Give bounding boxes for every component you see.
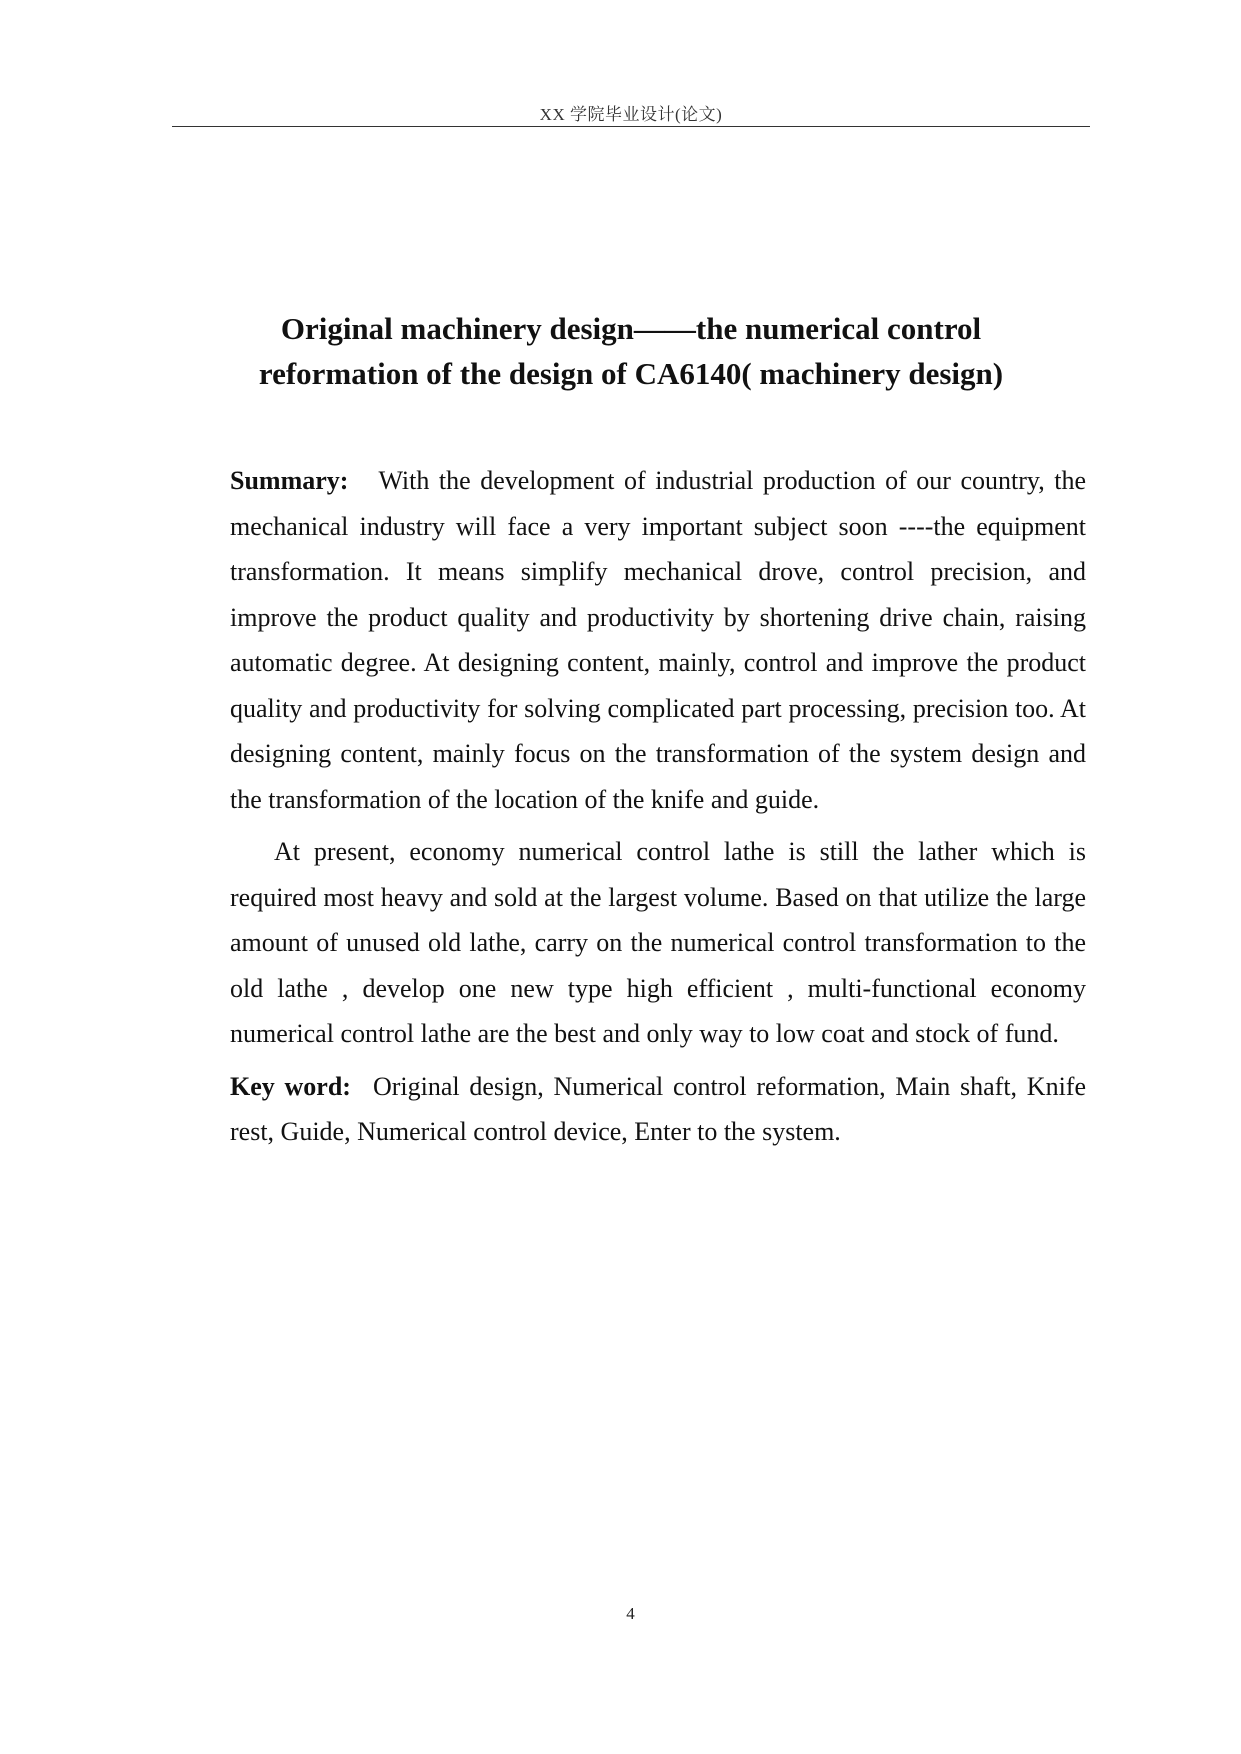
page-number: 4	[626, 1604, 635, 1623]
summary-paragraph	[230, 458, 1086, 822]
title-line-2: reformation of the design of CA6140( machinery design)	[258, 356, 1004, 391]
keywords-label: Key word:	[230, 1071, 351, 1101]
keywords-paragraph	[230, 1064, 1086, 1155]
keywords-text: Original design, Numerical control reformation, Main shaft, Knife rest, Guide, Numerical control device, Enter to the system.	[230, 1071, 1087, 1146]
summary-text: With the development of industrial production of our country, the mechanical industry will face a very important subject soon ----the equipment transformation. It means simplify mechanical drove, control precision, and improve the product quality and productivity by shortening drive chain, raising automatic degree. At designing content, mainly, control and improve the product quality and productivity for solving complicated part processing, precision too. At designing content, mainly focus on the transformation of the system design and the transformation of the location of the knife and guide.	[230, 466, 1086, 814]
summary-label: Summary:	[230, 466, 349, 495]
title-line-1: Original machinery design——the numerical control	[280, 311, 982, 346]
abstract-section	[230, 458, 1086, 1155]
summary-paragraph-2: At present, economy numerical control lathe is still the lather which is required most heavy and sold at the largest volume. Based on that utilize the large amount of unused old lathe, carry on the numerical control transformation to the old lathe , develop one new type high efficient , multi-functional economy numerical control lathe are the best and only way to low coat and stock of fund.	[230, 837, 1086, 1048]
document-title	[172, 306, 1090, 396]
header-divider	[172, 126, 1090, 127]
page-header: XX 学院毕业设计(论文)	[539, 105, 723, 124]
